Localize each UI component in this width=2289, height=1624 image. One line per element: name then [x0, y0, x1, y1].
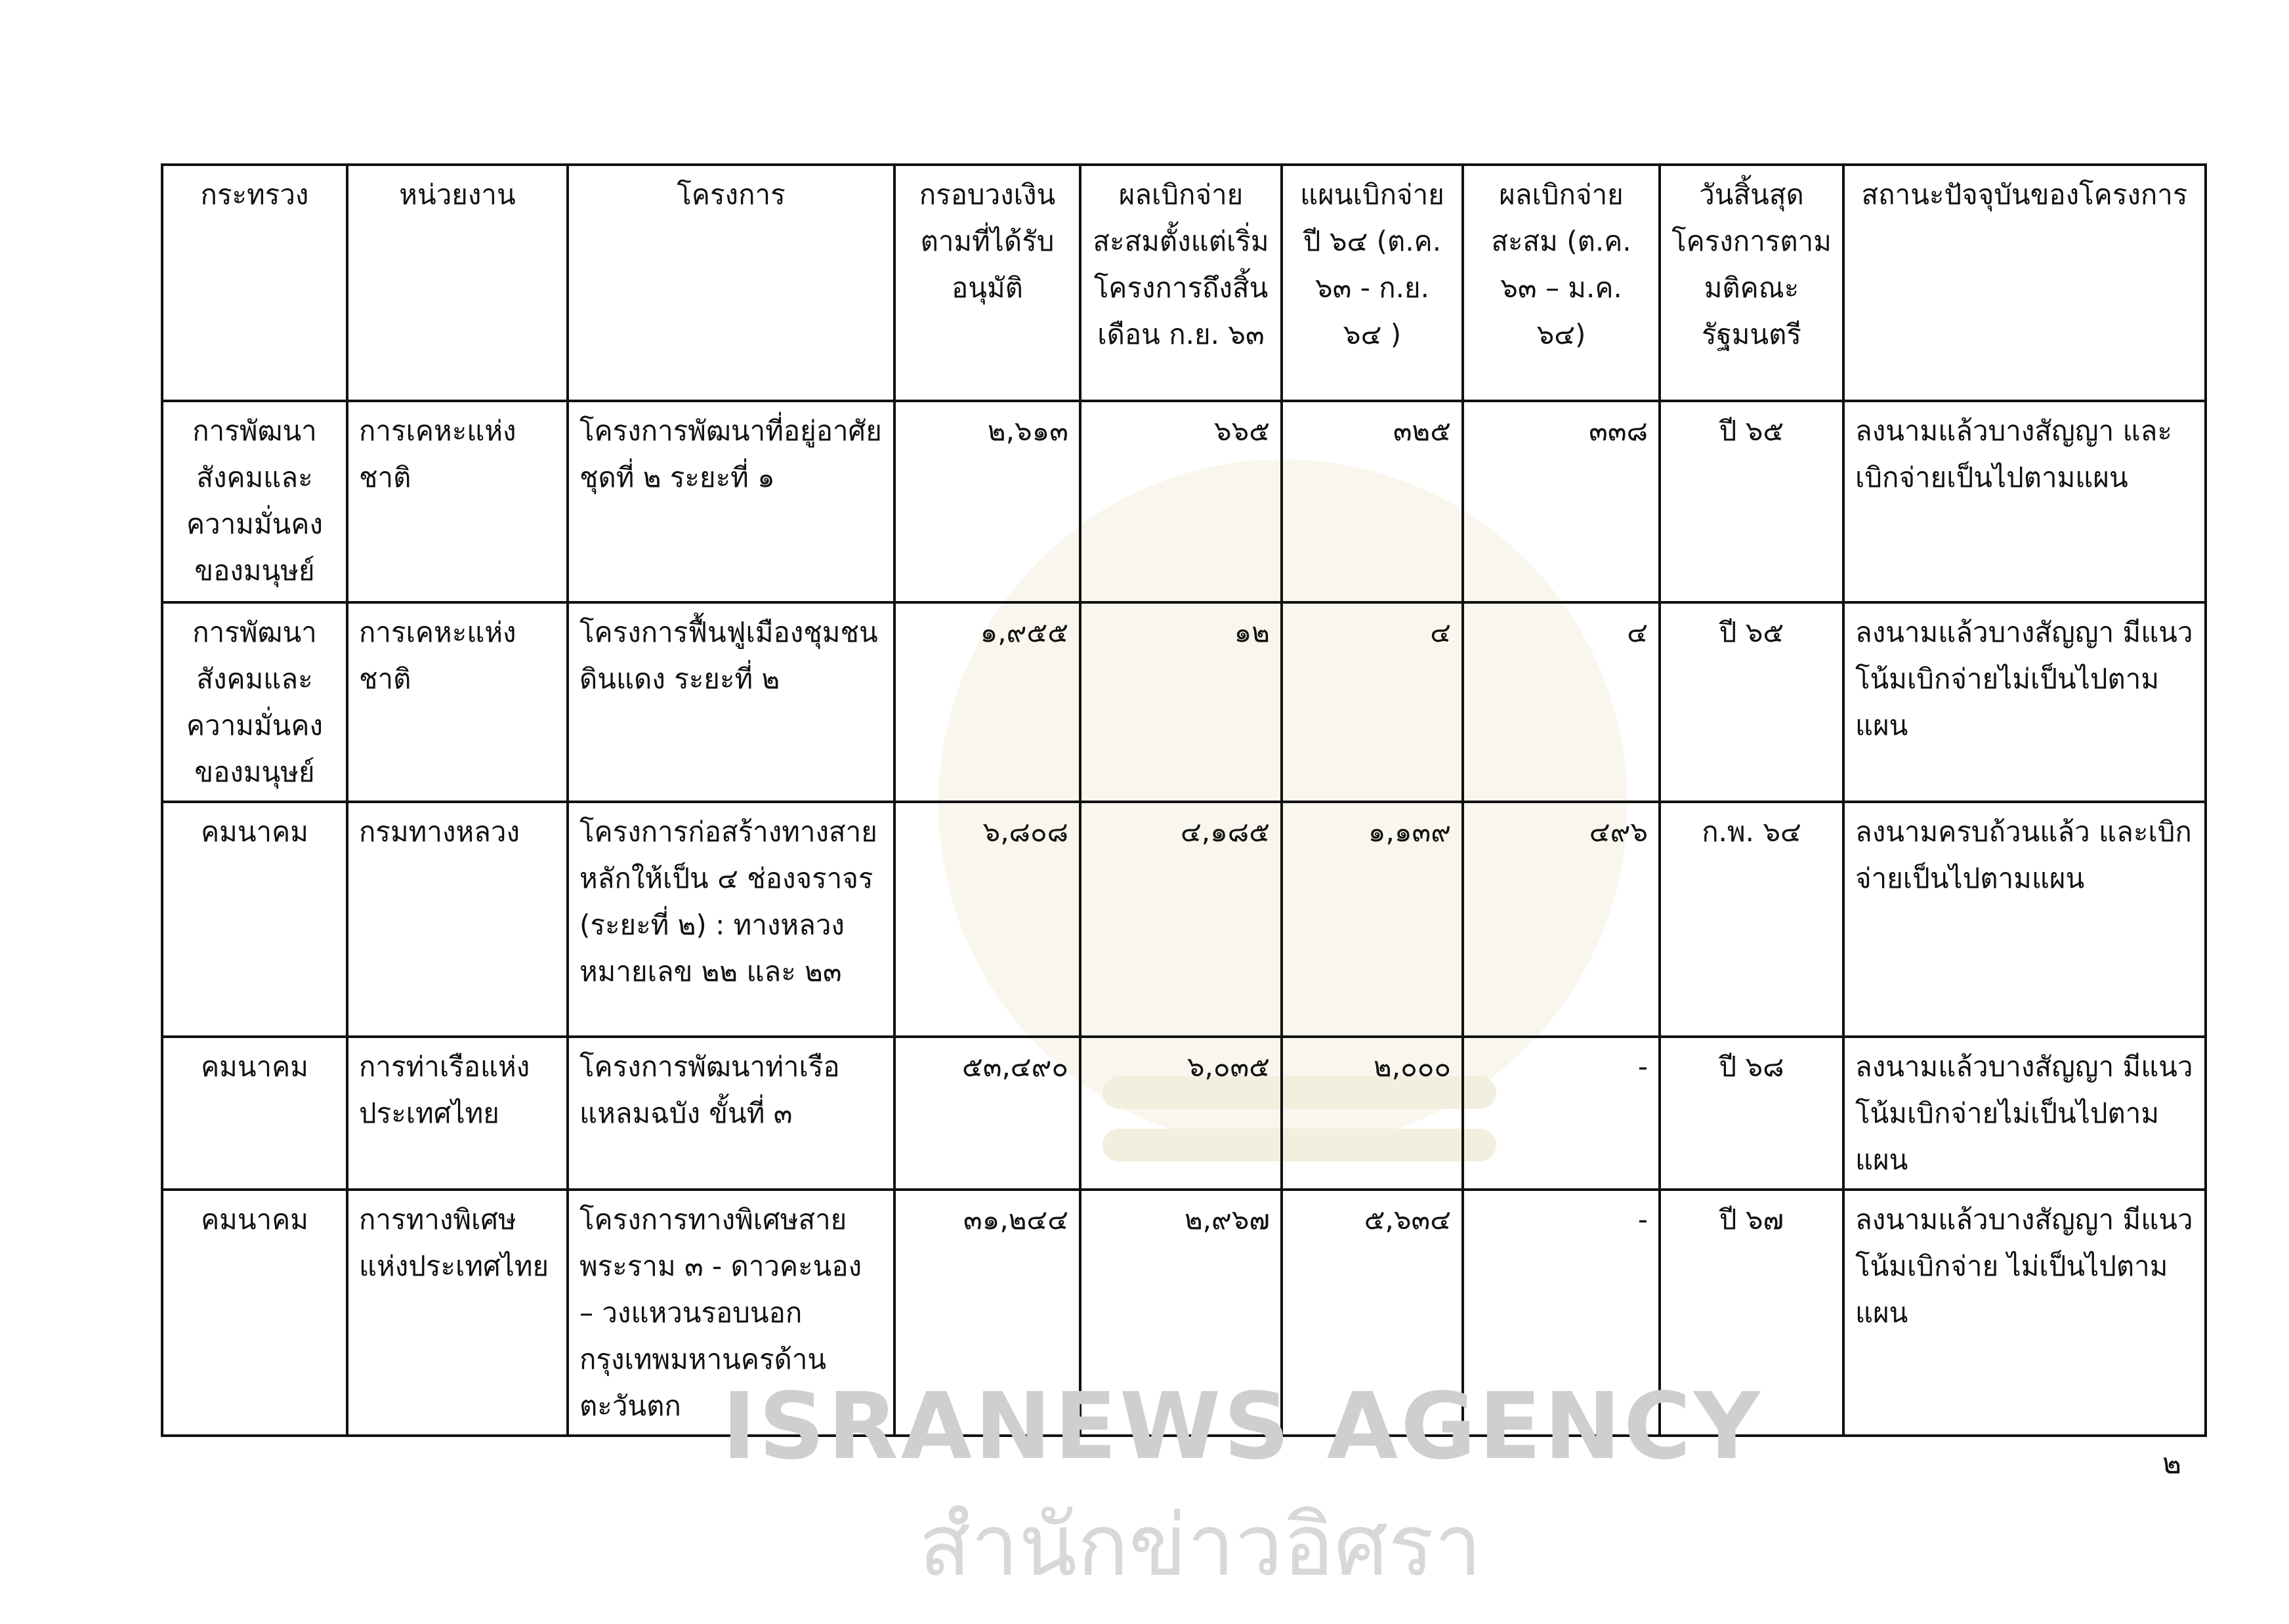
table-row	[162, 802, 2206, 1037]
project-table	[161, 163, 2207, 1437]
header-spent-to-sep63: ผลเบิกจ่ายสะสมตั้งแต่เริ่มโครงการถึงสิ้นเดือน ก.ย. ๖๓	[1080, 165, 1282, 401]
watermark-en: ISRANEWS AGENCY	[722, 1373, 1763, 1480]
budget-cell: ๖,๘๐๘	[894, 802, 1080, 1037]
spent-period-cell: -	[1463, 1037, 1660, 1190]
header-budget: กรอบวงเงินตามที่ได้รับอนุมัติ	[894, 165, 1080, 401]
plan-cell: ๓๒๕	[1282, 401, 1463, 602]
agency-cell: กรมทางหลวง	[347, 802, 568, 1037]
project-cell: โครงการทางพิเศษสายพระราม ๓ - ดาวคะนอง – วงแหวนรอบนอกกรุงเทพมหานครด้านตะวันตก	[568, 1190, 894, 1436]
table-row	[162, 602, 2206, 802]
plan-cell: ๒,๐๐๐	[1282, 1037, 1463, 1190]
budget-cell: ๒,๖๑๓	[894, 401, 1080, 602]
ministry-cell: คมนาคม	[162, 802, 347, 1037]
project-cell: โครงการฟื้นฟูเมืองชุมชน ดินแดง ระยะที่ ๒	[568, 602, 894, 802]
spent-period-cell: ๔๙๖	[1463, 802, 1660, 1037]
ministry-cell: การพัฒนาสังคมและความมั่นคงของมนุษย์	[162, 602, 347, 802]
end-date-cell: ปี ๖๕	[1660, 401, 1843, 602]
header-ministry: กระทรวง	[162, 165, 347, 401]
end-date-cell: ปี ๖๘	[1660, 1037, 1843, 1190]
agency-cell: การทางพิเศษแห่งประเทศไทย	[347, 1190, 568, 1436]
watermark-th: สำนักข่าวอิศรา	[919, 1495, 1482, 1595]
status-cell: ลงนามแล้วบางสัญญา มีแนวโน้มเบิกจ่าย ไม่เป็นไปตามแผน	[1843, 1190, 2206, 1436]
end-date-cell: ก.พ. ๖๔	[1660, 802, 1843, 1037]
header-status: สถานะปัจจุบันของโครงการ	[1843, 165, 2206, 401]
table-row	[162, 401, 2206, 602]
agency-cell: การท่าเรือแห่งประเทศไทย	[347, 1037, 568, 1190]
page-number: ๒	[2162, 1447, 2182, 1480]
agency-cell: การเคหะแห่งชาติ	[347, 602, 568, 802]
ministry-cell: คมนาคม	[162, 1037, 347, 1190]
header-end-date: วันสิ้นสุดโครงการตามมติคณะรัฐมนตรี	[1660, 165, 1843, 401]
plan-cell: ๕,๖๓๔	[1282, 1190, 1463, 1436]
ministry-cell: คมนาคม	[162, 1190, 347, 1436]
spent-cell: ๖,๐๓๕	[1080, 1037, 1282, 1190]
end-date-cell: ปี ๖๕	[1660, 602, 1843, 802]
header-row	[162, 165, 2206, 401]
header-project: โครงการ	[568, 165, 894, 401]
spent-period-cell: -	[1463, 1190, 1660, 1436]
status-cell: ลงนามแล้วบางสัญญา มีแนวโน้มเบิกจ่ายไม่เป็นไปตามแผน	[1843, 1037, 2206, 1190]
ministry-cell: การพัฒนาสังคมและความมั่นคงของมนุษย์	[162, 401, 347, 602]
budget-cell: ๑,๙๕๕	[894, 602, 1080, 802]
header-plan-64: แผนเบิกจ่าย ปี ๖๔ (ต.ค. ๖๓ - ก.ย. ๖๔ )	[1282, 165, 1463, 401]
budget-cell: ๕๓,๔๙๐	[894, 1037, 1080, 1190]
agency-cell: การเคหะแห่งชาติ	[347, 401, 568, 602]
spent-cell: ๒,๙๖๗	[1080, 1190, 1282, 1436]
status-cell: ลงนามครบถ้วนแล้ว และเบิกจ่ายเป็นไปตามแผน	[1843, 802, 2206, 1037]
spent-period-cell: ๓๓๘	[1463, 401, 1660, 602]
spent-cell: ๖๖๕	[1080, 401, 1282, 602]
plan-cell: ๔	[1282, 602, 1463, 802]
spent-cell: ๑๒	[1080, 602, 1282, 802]
spent-period-cell: ๔	[1463, 602, 1660, 802]
spent-cell: ๔,๑๘๕	[1080, 802, 1282, 1037]
budget-cell: ๓๑,๒๔๔	[894, 1190, 1080, 1436]
table-row	[162, 1037, 2206, 1190]
project-cell: โครงการพัฒนาท่าเรือแหลมฉบัง ขั้นที่ ๓	[568, 1037, 894, 1190]
plan-cell: ๑,๑๓๙	[1282, 802, 1463, 1037]
header-agency: หน่วยงาน	[347, 165, 568, 401]
project-cell: โครงการพัฒนาที่อยู่อาศัย ชุดที่ ๒ ระยะที่ ๑	[568, 401, 894, 602]
status-cell: ลงนามแล้วบางสัญญา มีแนวโน้มเบิกจ่ายไม่เป็นไปตามแผน	[1843, 602, 2206, 802]
header-spent-oct-jan: ผลเบิกจ่ายสะสม (ต.ค. ๖๓ – ม.ค. ๖๔)	[1463, 165, 1660, 401]
end-date-cell: ปี ๖๗	[1660, 1190, 1843, 1436]
project-cell: โครงการก่อสร้างทางสายหลักให้เป็น ๔ ช่องจราจร (ระยะที่ ๒) : ทางหลวงหมายเลข ๒๒ และ ๒๓	[568, 802, 894, 1037]
status-cell: ลงนามแล้วบางสัญญา และเบิกจ่ายเป็นไปตามแผน	[1843, 401, 2206, 602]
